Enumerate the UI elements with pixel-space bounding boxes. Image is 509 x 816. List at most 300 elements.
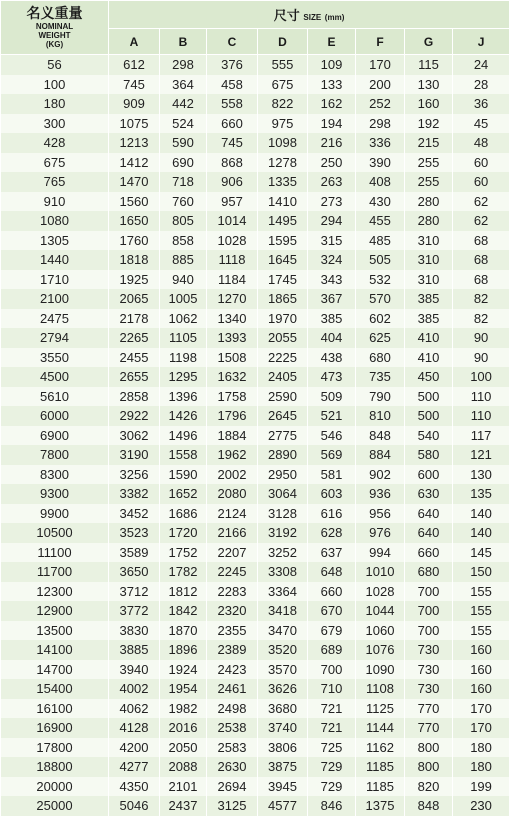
cell-e: 581: [308, 465, 356, 485]
cell-b: 1396: [160, 387, 207, 407]
cell-e: 729: [308, 777, 356, 797]
cell-b: 1896: [160, 640, 207, 660]
cell-weight: 1710: [1, 270, 109, 290]
cell-weight: 675: [1, 153, 109, 173]
nominal-weight-en-label-1: NOMINAL: [1, 22, 108, 31]
cell-f: 298: [356, 114, 405, 134]
cell-e: 710: [308, 679, 356, 699]
cell-f: 505: [356, 250, 405, 270]
cell-a: 612: [109, 55, 160, 75]
table-row: [1, 406, 509, 426]
cell-j: 36: [453, 94, 509, 114]
cell-d: 1970: [258, 309, 308, 329]
cell-a: 3062: [109, 426, 160, 446]
table-row: [1, 211, 509, 231]
cell-c: 1508: [207, 348, 258, 368]
cell-c: 2002: [207, 465, 258, 485]
table-row: [1, 777, 509, 797]
cell-f: 902: [356, 465, 405, 485]
cell-weight: 428: [1, 133, 109, 153]
cell-a: 3382: [109, 484, 160, 504]
cell-e: 689: [308, 640, 356, 660]
cell-g: 660: [405, 543, 453, 563]
column-header-g: G: [405, 29, 453, 55]
cell-f: 790: [356, 387, 405, 407]
cell-weight: 56: [1, 55, 109, 75]
table-row: [1, 718, 509, 738]
cell-d: 1278: [258, 153, 308, 173]
cell-g: 385: [405, 289, 453, 309]
cell-weight: 2475: [1, 309, 109, 329]
cell-d: 1745: [258, 270, 308, 290]
cell-f: 570: [356, 289, 405, 309]
cell-weight: 14700: [1, 660, 109, 680]
cell-f: 956: [356, 504, 405, 524]
cell-j: 130: [453, 465, 509, 485]
cell-f: 1108: [356, 679, 405, 699]
cell-f: 1144: [356, 718, 405, 738]
table-row: [1, 172, 509, 192]
cell-weight: 13500: [1, 621, 109, 641]
cell-j: 45: [453, 114, 509, 134]
cell-e: 569: [308, 445, 356, 465]
cell-a: 4128: [109, 718, 160, 738]
cell-weight: 25000: [1, 796, 109, 816]
cell-e: 438: [308, 348, 356, 368]
cell-weight: 16100: [1, 699, 109, 719]
cell-c: 2320: [207, 601, 258, 621]
table-row: [1, 367, 509, 387]
cell-a: 3885: [109, 640, 160, 660]
table-row: [1, 328, 509, 348]
cell-c: 1884: [207, 426, 258, 446]
size-cn-label: 尺寸: [274, 8, 300, 23]
cell-g: 385: [405, 309, 453, 329]
cell-b: 2016: [160, 718, 207, 738]
cell-d: 3418: [258, 601, 308, 621]
table-row: [1, 348, 509, 368]
cell-weight: 1080: [1, 211, 109, 231]
cell-d: 1410: [258, 192, 308, 212]
cell-j: 121: [453, 445, 509, 465]
table-row: [1, 75, 509, 95]
cell-e: 273: [308, 192, 356, 212]
cell-g: 640: [405, 504, 453, 524]
cell-d: 3308: [258, 562, 308, 582]
cell-c: 2694: [207, 777, 258, 797]
cell-f: 430: [356, 192, 405, 212]
cell-weight: 12900: [1, 601, 109, 621]
cell-e: 729: [308, 757, 356, 777]
cell-weight: 910: [1, 192, 109, 212]
cell-g: 500: [405, 387, 453, 407]
cell-weight: 18800: [1, 757, 109, 777]
cell-e: 721: [308, 699, 356, 719]
cell-c: 2355: [207, 621, 258, 641]
table-body: [1, 55, 509, 816]
table-row: [1, 523, 509, 543]
cell-c: 868: [207, 153, 258, 173]
cell-b: 1752: [160, 543, 207, 563]
cell-d: 3626: [258, 679, 308, 699]
column-header-d: D: [258, 29, 308, 55]
cell-a: 3190: [109, 445, 160, 465]
cell-e: 263: [308, 172, 356, 192]
cell-a: 1818: [109, 250, 160, 270]
cell-e: 648: [308, 562, 356, 582]
cell-d: 2645: [258, 406, 308, 426]
cell-d: 2590: [258, 387, 308, 407]
cell-d: 3520: [258, 640, 308, 660]
cell-j: 60: [453, 172, 509, 192]
cell-g: 450: [405, 367, 453, 387]
cell-d: 675: [258, 75, 308, 95]
cell-g: 800: [405, 757, 453, 777]
cell-weight: 2794: [1, 328, 109, 348]
cell-a: 3452: [109, 504, 160, 524]
cell-g: 700: [405, 601, 453, 621]
cell-j: 68: [453, 231, 509, 251]
cell-a: 3712: [109, 582, 160, 602]
cell-e: 404: [308, 328, 356, 348]
cell-f: 200: [356, 75, 405, 95]
cell-j: 180: [453, 738, 509, 758]
cell-j: 82: [453, 309, 509, 329]
table-row: [1, 465, 509, 485]
cell-j: 155: [453, 582, 509, 602]
cell-b: 1870: [160, 621, 207, 641]
cell-f: 336: [356, 133, 405, 153]
cell-b: 1426: [160, 406, 207, 426]
cell-a: 5046: [109, 796, 160, 816]
cell-c: 2423: [207, 660, 258, 680]
cell-b: 885: [160, 250, 207, 270]
cell-g: 770: [405, 699, 453, 719]
cell-a: 2655: [109, 367, 160, 387]
table-row: [1, 679, 509, 699]
cell-f: 1010: [356, 562, 405, 582]
cell-c: 2498: [207, 699, 258, 719]
cell-j: 170: [453, 718, 509, 738]
cell-a: 2265: [109, 328, 160, 348]
cell-weight: 1305: [1, 231, 109, 251]
cell-g: 730: [405, 660, 453, 680]
cell-g: 600: [405, 465, 453, 485]
cell-b: 1954: [160, 679, 207, 699]
cell-f: 602: [356, 309, 405, 329]
cell-j: 90: [453, 328, 509, 348]
cell-c: 1632: [207, 367, 258, 387]
cell-d: 3064: [258, 484, 308, 504]
cell-e: 343: [308, 270, 356, 290]
column-header-a: A: [109, 29, 160, 55]
cell-g: 410: [405, 328, 453, 348]
cell-e: 315: [308, 231, 356, 251]
cell-e: 509: [308, 387, 356, 407]
table-row: [1, 796, 509, 816]
cell-weight: 3550: [1, 348, 109, 368]
cell-f: 1076: [356, 640, 405, 660]
cell-a: 1560: [109, 192, 160, 212]
cell-c: 1014: [207, 211, 258, 231]
cell-b: 858: [160, 231, 207, 251]
cell-a: 4350: [109, 777, 160, 797]
cell-g: 310: [405, 250, 453, 270]
table-row: [1, 582, 509, 602]
cell-e: 109: [308, 55, 356, 75]
nominal-weight-en-label-3: (KG): [1, 40, 108, 49]
cell-b: 1842: [160, 601, 207, 621]
cell-weight: 17800: [1, 738, 109, 758]
cell-g: 500: [405, 406, 453, 426]
cell-c: 1796: [207, 406, 258, 426]
cell-e: 637: [308, 543, 356, 563]
cell-g: 580: [405, 445, 453, 465]
cell-g: 820: [405, 777, 453, 797]
cell-e: 670: [308, 601, 356, 621]
cell-d: 3680: [258, 699, 308, 719]
cell-a: 4062: [109, 699, 160, 719]
cell-d: 1865: [258, 289, 308, 309]
cell-c: 2080: [207, 484, 258, 504]
cell-a: 4200: [109, 738, 160, 758]
cell-g: 255: [405, 172, 453, 192]
cell-c: 660: [207, 114, 258, 134]
cell-b: 805: [160, 211, 207, 231]
cell-c: 2245: [207, 562, 258, 582]
cell-g: 700: [405, 621, 453, 641]
cell-d: 1098: [258, 133, 308, 153]
cell-j: 155: [453, 621, 509, 641]
cell-weight: 16900: [1, 718, 109, 738]
cell-j: 62: [453, 211, 509, 231]
cell-a: 4002: [109, 679, 160, 699]
cell-j: 180: [453, 757, 509, 777]
cell-weight: 12300: [1, 582, 109, 602]
table-row: [1, 738, 509, 758]
table-row: [1, 426, 509, 446]
cell-e: 546: [308, 426, 356, 446]
nominal-weight-header: [1, 1, 109, 55]
cell-j: 28: [453, 75, 509, 95]
cell-d: 2405: [258, 367, 308, 387]
cell-f: 408: [356, 172, 405, 192]
cell-e: 294: [308, 211, 356, 231]
cell-d: 3875: [258, 757, 308, 777]
nominal-weight-en-label-2: WEIGHT: [1, 31, 108, 40]
table-row: [1, 757, 509, 777]
cell-a: 3772: [109, 601, 160, 621]
cell-d: 2775: [258, 426, 308, 446]
cell-d: 1645: [258, 250, 308, 270]
cell-f: 1090: [356, 660, 405, 680]
cell-d: 4577: [258, 796, 308, 816]
cell-g: 730: [405, 679, 453, 699]
cell-d: 1595: [258, 231, 308, 251]
cell-d: 3252: [258, 543, 308, 563]
cell-d: 3128: [258, 504, 308, 524]
cell-a: 3650: [109, 562, 160, 582]
cell-a: 3830: [109, 621, 160, 641]
cell-g: 280: [405, 211, 453, 231]
column-header-j: J: [453, 29, 509, 55]
table-row: [1, 484, 509, 504]
cell-e: 162: [308, 94, 356, 114]
cell-weight: 180: [1, 94, 109, 114]
cell-e: 324: [308, 250, 356, 270]
cell-weight: 4500: [1, 367, 109, 387]
cell-b: 760: [160, 192, 207, 212]
cell-f: 1185: [356, 777, 405, 797]
cell-weight: 300: [1, 114, 109, 134]
cell-c: 2283: [207, 582, 258, 602]
cell-g: 800: [405, 738, 453, 758]
size-unit-label: (mm): [325, 13, 345, 22]
table-row: [1, 562, 509, 582]
table-row: [1, 231, 509, 251]
cell-j: 60: [453, 153, 509, 173]
cell-j: 135: [453, 484, 509, 504]
cell-c: 906: [207, 172, 258, 192]
cell-weight: 2100: [1, 289, 109, 309]
table-row: [1, 621, 509, 641]
cell-d: 3470: [258, 621, 308, 641]
cell-b: 1295: [160, 367, 207, 387]
cell-f: 680: [356, 348, 405, 368]
cell-b: 1686: [160, 504, 207, 524]
cell-c: 2124: [207, 504, 258, 524]
cell-e: 846: [308, 796, 356, 816]
table-header: [1, 1, 509, 55]
cell-g: 410: [405, 348, 453, 368]
cell-j: 199: [453, 777, 509, 797]
cell-j: 155: [453, 601, 509, 621]
cell-d: 2055: [258, 328, 308, 348]
cell-c: 3125: [207, 796, 258, 816]
cell-a: 2455: [109, 348, 160, 368]
cell-weight: 5610: [1, 387, 109, 407]
cell-c: 376: [207, 55, 258, 75]
cell-b: 2088: [160, 757, 207, 777]
cell-d: 3570: [258, 660, 308, 680]
cell-b: 2437: [160, 796, 207, 816]
cell-c: 1028: [207, 231, 258, 251]
cell-c: 1393: [207, 328, 258, 348]
cell-f: 1162: [356, 738, 405, 758]
cell-j: 82: [453, 289, 509, 309]
cell-f: 532: [356, 270, 405, 290]
cell-f: 735: [356, 367, 405, 387]
cell-e: 473: [308, 367, 356, 387]
cell-e: 679: [308, 621, 356, 641]
cell-weight: 9300: [1, 484, 109, 504]
cell-weight: 1440: [1, 250, 109, 270]
cell-e: 628: [308, 523, 356, 543]
cell-j: 170: [453, 699, 509, 719]
cell-a: 1760: [109, 231, 160, 251]
cell-weight: 100: [1, 75, 109, 95]
cell-j: 68: [453, 250, 509, 270]
column-header-c: C: [207, 29, 258, 55]
cell-j: 140: [453, 523, 509, 543]
cell-g: 192: [405, 114, 453, 134]
cell-f: 455: [356, 211, 405, 231]
cell-j: 230: [453, 796, 509, 816]
cell-a: 2858: [109, 387, 160, 407]
cell-j: 140: [453, 504, 509, 524]
cell-d: 555: [258, 55, 308, 75]
cell-f: 170: [356, 55, 405, 75]
cell-c: 2207: [207, 543, 258, 563]
cell-e: 700: [308, 660, 356, 680]
cell-f: 936: [356, 484, 405, 504]
cell-b: 690: [160, 153, 207, 173]
cell-g: 310: [405, 270, 453, 290]
cell-g: 680: [405, 562, 453, 582]
cell-f: 625: [356, 328, 405, 348]
cell-c: 2630: [207, 757, 258, 777]
cell-g: 848: [405, 796, 453, 816]
cell-weight: 14100: [1, 640, 109, 660]
cell-e: 521: [308, 406, 356, 426]
cell-e: 367: [308, 289, 356, 309]
cell-f: 884: [356, 445, 405, 465]
table-row: [1, 270, 509, 290]
cell-a: 1213: [109, 133, 160, 153]
cell-a: 745: [109, 75, 160, 95]
cell-d: 2950: [258, 465, 308, 485]
cell-c: 558: [207, 94, 258, 114]
cell-g: 215: [405, 133, 453, 153]
cell-c: 1118: [207, 250, 258, 270]
cell-a: 1925: [109, 270, 160, 290]
table-row: [1, 289, 509, 309]
cell-f: 976: [356, 523, 405, 543]
table-row: [1, 699, 509, 719]
cell-j: 110: [453, 387, 509, 407]
cell-weight: 765: [1, 172, 109, 192]
cell-e: 133: [308, 75, 356, 95]
cell-b: 1782: [160, 562, 207, 582]
cell-f: 848: [356, 426, 405, 446]
table-row: [1, 601, 509, 621]
cell-weight: 6000: [1, 406, 109, 426]
cell-b: 1496: [160, 426, 207, 446]
cell-e: 721: [308, 718, 356, 738]
cell-d: 3945: [258, 777, 308, 797]
table-row: [1, 192, 509, 212]
cell-j: 110: [453, 406, 509, 426]
cell-b: 1005: [160, 289, 207, 309]
cell-weight: 6900: [1, 426, 109, 446]
cell-g: 630: [405, 484, 453, 504]
table-row: [1, 309, 509, 329]
cell-g: 280: [405, 192, 453, 212]
cell-weight: 7800: [1, 445, 109, 465]
cell-f: 994: [356, 543, 405, 563]
cell-e: 194: [308, 114, 356, 134]
cell-e: 385: [308, 309, 356, 329]
cell-a: 909: [109, 94, 160, 114]
cell-d: 3806: [258, 738, 308, 758]
cell-j: 24: [453, 55, 509, 75]
table-row: [1, 250, 509, 270]
cell-c: 745: [207, 133, 258, 153]
cell-d: 1335: [258, 172, 308, 192]
cell-j: 160: [453, 640, 509, 660]
cell-j: 90: [453, 348, 509, 368]
size-en-label: SIZE: [303, 13, 321, 22]
